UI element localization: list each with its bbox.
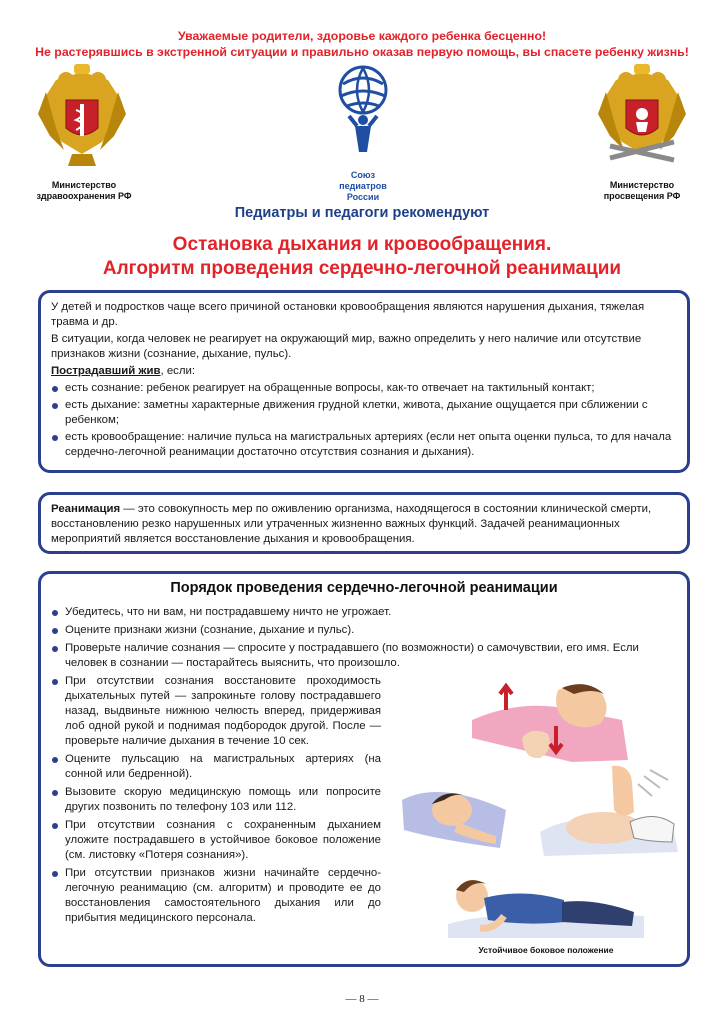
union-caption-line-1: Союз — [350, 170, 376, 180]
recovery-position-caption: Устойчивое боковое положение — [478, 945, 614, 955]
ministry-education-caption — [584, 180, 700, 202]
header-line-1: Уважаемые родители, здоровье каждого ребенка бесценно! — [177, 29, 547, 43]
recovery-position-illustration — [444, 868, 648, 940]
ministry-health-caption-line-1: Министерство — [51, 180, 117, 190]
sleeping-child-illustration — [400, 770, 508, 850]
page-title — [0, 233, 724, 281]
pediatricians-union-caption — [323, 170, 403, 203]
box1-alive-rest: , если: — [160, 365, 196, 377]
header-line-2: Не растерявшись в экстренной ситуации и правильно оказав первую помощь, вы спасете ребенку жизнь! — [35, 45, 689, 59]
resuscitation-definition — [51, 502, 677, 547]
cpr-step: При отсутствии признаков жизни начинайте сердечно-легочную реанимацию (см. алгоритм) и проводите ее до восстановления самостоятельного дыхания или до прибытия медицинского персонала. — [51, 866, 381, 926]
resuscitation-term: Реанимация — [51, 503, 121, 515]
cpr-step: Оцените признаки жизни (сознание, дыхание и пульс). — [51, 623, 677, 638]
airway-opening-illustration — [462, 680, 630, 772]
page-number: — 8 — — [345, 993, 379, 1005]
subtitle: Педиатры и педагоги рекомендуют — [234, 205, 490, 221]
cpr-step: Проверьте наличие сознания — спросите у пострадавшего (по возможности) о самочувствии, его имя. Если человек в сознании — постарайтесь выяснить, что произошло. — [51, 641, 677, 671]
cpr-step: Убедитесь, что ни вам, ни пострадавшему ничто не угрожает. — [51, 605, 677, 620]
ministry-health-caption-line-2: здравоохранения РФ — [36, 191, 132, 201]
box1-list-item: есть дыхание: заметны характерные движения грудной клетки, живота, дыхание ощущается при сближении с ребенком; — [51, 398, 677, 428]
ministry-health-caption — [24, 180, 144, 202]
resuscitation-definition-box — [38, 492, 690, 554]
page-title-line-2: Алгоритм проведения сердечно-легочной реанимации — [102, 258, 622, 279]
ministry-health-emblem — [36, 62, 128, 174]
resuscitation-definition-text: — это совокупность мер по оживлению организма, находящегося в состоянии клинической смерти, восстановлению резко нарушенных или утраченных жизненно важных функций. Задачей реанимационных мероприятий является восстановление дыхания и кровообращения. — [51, 503, 652, 545]
cpr-step: Вызовите скорую медицинскую помощь или попросите других позвонить по телефону 103 или 112. — [51, 785, 381, 815]
cpr-step: При отсутствии сознания с сохраненным дыханием уложите пострадавшего в устойчивое боковое положение (см. листовку «Потеря сознания»). — [51, 818, 381, 863]
page-title-line-1: Остановка дыхания и кровообращения. — [172, 234, 552, 255]
union-caption-line-3: России — [346, 192, 380, 202]
ministry-education-caption-line-1: Министерство — [609, 180, 675, 190]
signs-of-life-box — [38, 290, 690, 473]
box1-alive-bold: Пострадавший жив — [51, 365, 161, 377]
box1-paragraph-2: В ситуации, когда человек не реагирует на окружающий мир, важно определить у него наличие или отсутствие признаков жизни (сознание, дыхание, пульс). — [51, 333, 642, 360]
box1-list-item: есть сознание: ребенок реагирует на обращенные вопросы, как-то отвечает на тактильный контакт; — [51, 381, 677, 396]
ministry-education-caption-line-2: просвещения РФ — [603, 191, 681, 201]
ministry-education-emblem — [596, 62, 688, 174]
pediatricians-union-logo — [333, 64, 393, 168]
pulse-check-illustration — [534, 762, 686, 858]
box1-alive-intro — [51, 364, 677, 379]
box1-list-item: есть кровообращение: наличие пульса на магистральных артериях (если нет опыта оценки пульса, то для начала сердечно-легочной реанимации достаточно отсутствия сознания и дыхания). — [51, 430, 677, 460]
cpr-step: При отсутствии сознания восстановите проходимость дыхательных путей — запрокиньте голову пострадавшего назад, выдвиньте нижнюю челюсть вперед, придерживая лоб одной рукой и поднимая подбородок другой. После — проверьте наличие дыхания в течение 10 сек. — [51, 674, 381, 749]
cpr-procedure-heading: Порядок проведения сердечно-легочной реанимации — [170, 580, 558, 596]
union-caption-line-2: педиатров — [339, 181, 387, 191]
cpr-step: Оцените пульсацию на магистральных артериях (на сонной или бедренной). — [51, 752, 381, 782]
box1-paragraph-1: У детей и подростков чаще всего причиной остановки кровообращения являются нарушения дыхания, тяжелая травма и др. — [51, 301, 645, 328]
